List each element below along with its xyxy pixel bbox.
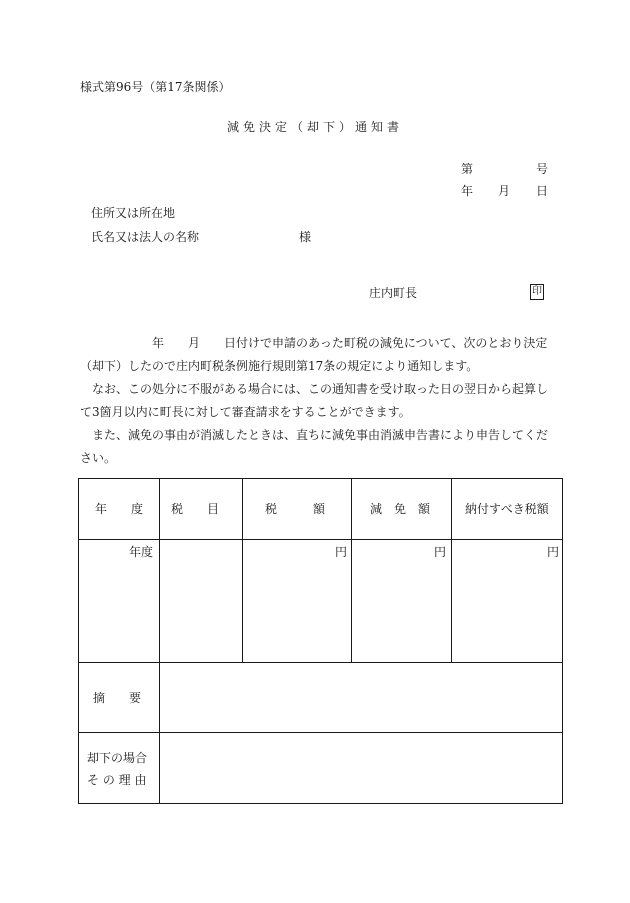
column-divider [451, 479, 452, 662]
year-unit: 年度 [129, 545, 154, 559]
header-payable: 納付すべき税額 [465, 502, 549, 516]
column-divider [242, 479, 243, 662]
date-month: 月 [498, 184, 511, 198]
address-label: 住所又は所在地 [91, 206, 176, 220]
column-divider [159, 479, 160, 803]
doc-number-suffix: 号 [536, 162, 549, 176]
date-day: 日 [536, 184, 549, 198]
yen-payable: 円 [547, 545, 560, 559]
row-divider [79, 662, 562, 663]
document-title: 減免決定（却下）通知書 [226, 120, 403, 134]
issuer-title: 庄内町長 [369, 286, 418, 300]
tax-reduction-table [78, 478, 563, 804]
name-label: 氏名又は法人の名称 [91, 230, 200, 244]
summary-label: 摘 要 [93, 691, 142, 705]
header-year: 年 度 [95, 502, 144, 516]
date-year: 年 [461, 184, 474, 198]
column-divider [351, 479, 352, 662]
form-id: 様式第96号（第17条関係） [80, 80, 231, 94]
paragraph-report: また、減免の事由が消滅したときは、直ちに減免事由消滅申告書により申告してください。 [80, 428, 549, 465]
row-divider [79, 732, 562, 733]
seal-mark: 印 [530, 284, 544, 300]
header-reduction: 減 免 額 [370, 502, 431, 516]
row-divider [79, 539, 562, 540]
yen-reduction: 円 [434, 545, 447, 559]
paragraph-appeal: なお、この処分に不服がある場合には、この通知書を受け取った日の翌日から起算して3箇月以内に町長に対して審査請求をすることができます。 [80, 382, 549, 419]
yen-tax-amount: 円 [335, 545, 348, 559]
header-tax-item: 税 目 [171, 502, 220, 516]
paragraph-decision: 年 月 日付けで申請のあった町税の減免について、次のとおり決定（却下）したので庄内町税条例施行規則第17条の規定により通知します。 [80, 336, 548, 373]
header-tax-amount: 税 額 [265, 502, 326, 516]
rejection-reason-label-1: 却下の場合 [87, 751, 148, 765]
honorific: 様 [299, 230, 312, 244]
doc-number-prefix: 第 [461, 162, 474, 176]
rejection-reason-label-2: そ の 理 由 [87, 773, 147, 787]
notice-body [80, 332, 550, 470]
